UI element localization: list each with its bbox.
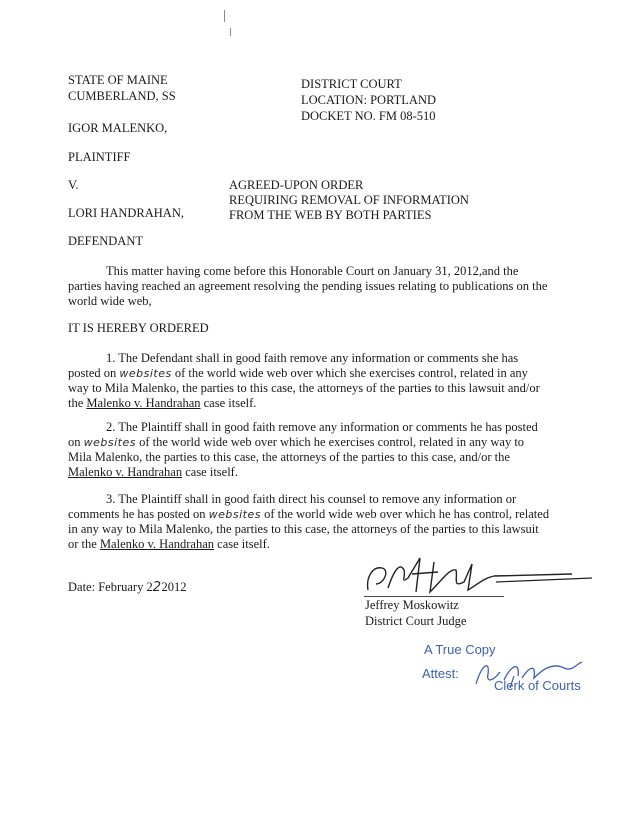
- case-name: Malenko v. Handrahan: [99, 537, 215, 551]
- p2-text-b: of the world wide web over which he exercises control, related in any way to Mila Malenko, the parties to this case, the attorneys of the parties to this case, and/or the: [68, 435, 525, 464]
- stamp-line-true-copy: A True Copy: [424, 642, 496, 657]
- handwritten-day: 2: [152, 580, 162, 595]
- versus: V.: [68, 178, 79, 192]
- intro-paragraph: [68, 264, 550, 309]
- p1-text-a: 1. The Defendant shall in good faith remove any information or comments she has posted on: [68, 351, 519, 380]
- state-line: STATE OF MAINE: [68, 73, 168, 87]
- order-title-line-3: FROM THE WEB BY BOTH PARTIES: [229, 208, 432, 222]
- handwritten-websites: websites: [83, 436, 136, 449]
- p3-text-a: 3. The Plaintiff shall in good faith direct his counsel to remove any information or comments he has posted on: [68, 492, 517, 521]
- true-copy-stamp: [422, 640, 600, 700]
- case-name: Malenko v. Handrahan: [68, 465, 183, 479]
- order-paragraph-3: [68, 492, 550, 552]
- judge-name: Jeffrey Moskowitz: [365, 598, 459, 612]
- p1-text-b: of the world wide web over which she exercises control, related in any way to Mila Malenko, the parties to this case, the attorneys of the parties to this lawsuit and/or the: [68, 366, 540, 410]
- plaintiff-name: IGOR MALENKO,: [68, 121, 168, 135]
- county-line: CUMBERLAND, SS: [68, 89, 176, 103]
- order-paragraph-1: [68, 351, 550, 411]
- stamp-attest: Attest:: [422, 666, 459, 681]
- date-year: 2012: [161, 580, 187, 594]
- judge-signature: [360, 548, 600, 600]
- court-name: DISTRICT COURT: [301, 77, 402, 91]
- order-title-line-1: AGREED-UPON ORDER: [229, 178, 364, 192]
- p1-text-c: case itself.: [200, 396, 257, 410]
- judge-title: District Court Judge: [365, 614, 467, 628]
- scan-mark: [224, 10, 225, 22]
- defendant-name: LORI HANDRAHAN,: [68, 206, 184, 220]
- p3-text-b: of the world wide web over which he has control, related in any way to Mila Malenko, the parties to this case, the attorneys of the parties to this lawsuit or the: [68, 507, 550, 551]
- p2-text-c: case itself.: [182, 465, 238, 479]
- handwritten-websites: websites: [119, 367, 172, 380]
- intro-text: This matter having come before this Honorable Court on January 31, 2012,and the parties having reached an agreement resolving the pending issues relating to publications on the world wide web,: [68, 264, 548, 308]
- ordered-heading: IT IS HEREBY ORDERED: [68, 321, 209, 335]
- plaintiff-label: PLAINTIFF: [68, 150, 131, 164]
- order-paragraph-2: [68, 420, 550, 480]
- order-title-line-2: REQUIRING REMOVAL OF INFORMATION: [229, 193, 469, 207]
- defendant-label: DEFENDANT: [68, 234, 143, 248]
- signature-rule: [364, 596, 504, 597]
- p3-text-c: case itself.: [214, 537, 270, 551]
- scan-mark: [230, 28, 231, 36]
- docket-number: DOCKET NO. FM 08-510: [301, 109, 436, 123]
- date-line: [68, 580, 186, 595]
- p2-text-a: 2. The Plaintiff shall in good faith remove any information or comments he has posted on: [68, 420, 538, 449]
- court-location: LOCATION: PORTLAND: [301, 93, 437, 107]
- date-label: Date: February 2: [68, 580, 153, 594]
- case-name: Malenko v. Handrahan: [86, 396, 201, 410]
- stamp-clerk-of-courts: Clerk of Courts: [494, 678, 581, 693]
- handwritten-websites: websites: [208, 508, 261, 521]
